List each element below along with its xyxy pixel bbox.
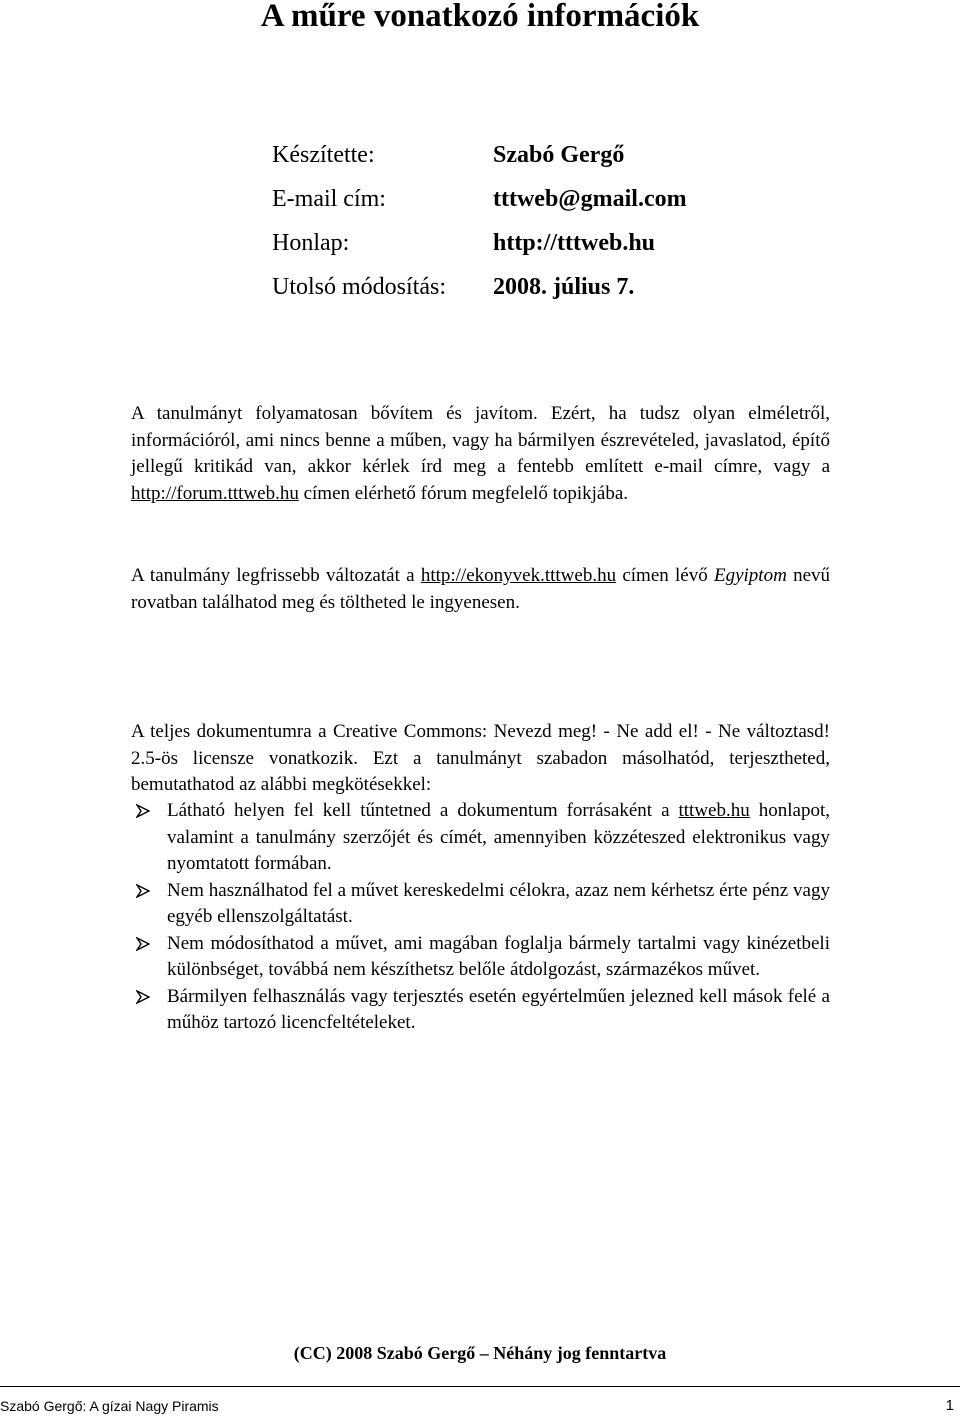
list-item <box>131 931 830 984</box>
info-value-homepage: http://tttweb.hu <box>493 229 656 256</box>
arrowhead-icon <box>136 884 150 898</box>
license-conditions-list <box>131 798 830 1037</box>
info-row-homepage <box>272 221 687 265</box>
latest-version-text: A tanulmány legfrissebb változatát a <box>131 565 421 586</box>
info-label-homepage: Honlap: <box>272 229 350 256</box>
latest-version-text-end: nevű rovatban találhatod meg és töltheted le ingyenesen. <box>131 565 831 613</box>
arrowhead-icon <box>136 804 150 818</box>
license-footer: (CC) 2008 Szabó Gergő – Néhány jog fenntartva <box>293 1343 667 1363</box>
info-value-author: Szabó Gergő <box>493 141 625 168</box>
list-item-text: Bármilyen felhasználás vagy terjesztés esetén egyértelműen jelezned kell mások felé a műhöz tartozó licencfeltételeket. <box>167 985 830 1033</box>
info-row-modified <box>272 265 687 309</box>
update-info-text-end: címen elérhető fórum megfelelő topikjába. <box>298 482 629 504</box>
arrowhead-icon <box>136 937 150 951</box>
page-title: A műre vonatkozó információk <box>260 0 700 34</box>
footer-divider <box>0 1386 960 1387</box>
latest-version-paragraph <box>131 563 830 616</box>
latest-version-text-middle: címen lévő <box>616 565 714 586</box>
info-label-modified: Utolsó módosítás: <box>272 273 447 300</box>
list-item <box>131 798 830 878</box>
list-item-text-end: honlapot, valamint a tanulmány szerzőjét és címét, amennyiben közzéteszed elektronikus vagy nyomtatott formában. <box>167 800 830 874</box>
arrowhead-icon <box>136 990 150 1004</box>
list-item-text: Látható helyen fel kell tűntetned a dokumentum forrásaként a <box>167 800 679 821</box>
list-item <box>131 984 830 1037</box>
page-number: 1 <box>945 1397 954 1414</box>
info-value-email: tttweb@gmail.com <box>493 185 687 212</box>
ebooks-link[interactable]: http://ekonyvek.tttweb.hu <box>420 565 617 586</box>
running-footer: Szabó Gergő: A gízai Nagy Piramis <box>0 1398 219 1414</box>
forum-link[interactable]: http://forum.tttweb.hu <box>131 482 299 504</box>
license-paragraph: A teljes dokumentumra a Creative Commons: Nevezd meg! - Ne add el! - Ne változtasd! 2.5-ös licensze vonatkozik. Ezt a tanulmányt szabadon másolhatód, terjesztheted, bemutathatod az alábbi megkötésekkel: <box>131 721 830 795</box>
author-info-table <box>272 133 687 309</box>
list-item-text: Nem módosíthatod a művet, ami magában foglalja bármely tartalmi vagy kinézetbeli különbséget, továbbá nem készíthetsz belőle átdolgozást, származékos művet. <box>167 932 830 980</box>
list-item <box>131 878 830 931</box>
info-label-author: Készítette: <box>272 141 375 168</box>
homepage-link[interactable]: tttweb.hu <box>678 800 750 821</box>
update-info-text: A tanulmányt folyamatosan bővítem és javítom. Ezért, ha tudsz olyan elméletről, információról, ami nincs benne a műben, vagy ha bármilyen észrevételed, javaslatod, építő jellegű kritikád van, akkor kérlek írd meg a fentebb említett e-mail címre, vagy a <box>131 403 830 477</box>
info-label-email: E-mail cím: <box>272 185 386 212</box>
info-row-author <box>272 133 687 177</box>
info-value-modified: 2008. július 7. <box>493 273 635 300</box>
list-item-text: Nem használhatod fel a művet kereskedelmi célokra, azaz nem kérhetsz érte pénz vagy egyéb ellenszolgáltatást. <box>167 879 830 927</box>
update-info-paragraph <box>131 401 830 507</box>
info-row-email <box>272 177 687 221</box>
section-name: Egyiptom <box>713 565 787 586</box>
